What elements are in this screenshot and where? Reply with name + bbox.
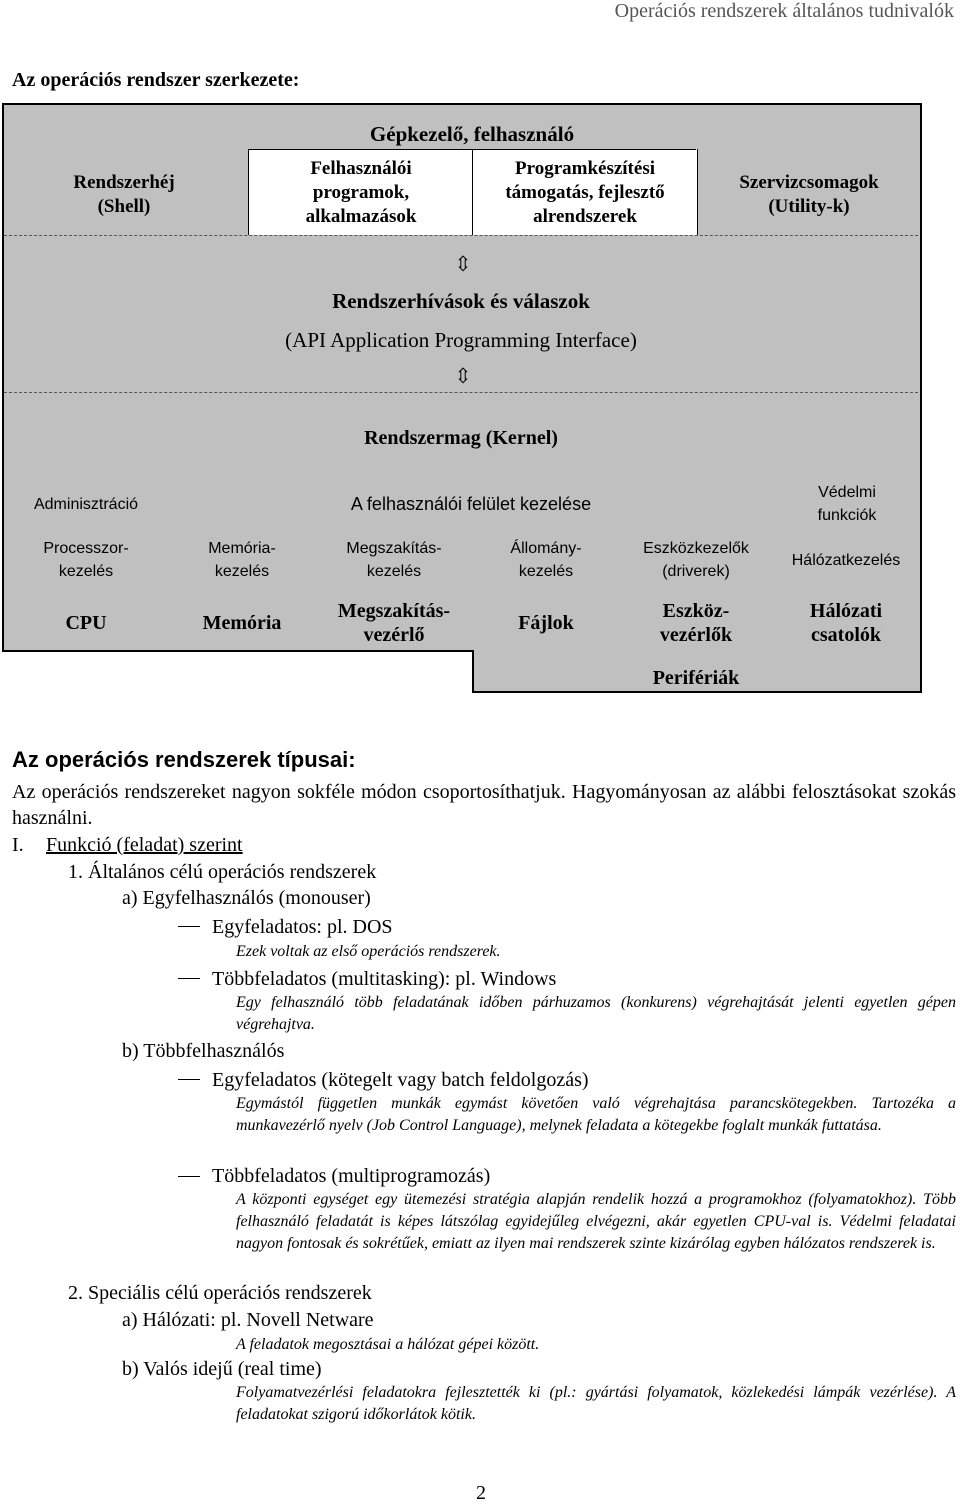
single-task-item: Egyfeladatos: pl. DOS xyxy=(212,916,393,938)
special-purpose-item: 2. Speciális célú operációs rendszerek xyxy=(68,1282,372,1304)
peripherals-label: Perifériák xyxy=(652,667,740,689)
memory-label: Memória xyxy=(202,612,282,634)
section-title-structure: Az operációs rendszer szerkezete: xyxy=(12,69,300,91)
operator-user-label: Gépkezelő, felhasználó xyxy=(369,122,575,146)
general-purpose-item: 1. Általános célú operációs rendszerek xyxy=(68,861,377,883)
interrupt-mgmt-label: Megszakítás- kezelés xyxy=(346,540,442,580)
multiprogramming-note: A központi egységet egy ütemezési stratégia alapján rendelik hozzá a programokhoz (folyamatokhoz). Több felhasználó feladatát is képes látszólag egyidejűleg elvégezni, akár egyetlen CPU-val is. Védelmi feladatai nagyon fontosak és sokrétűek, emiatt az ilyen mai rendszerek szinte kizárólag egyben hálózatos rendszerek is. xyxy=(236,1191,956,1252)
shell-label: Rendszerhéj (Shell) xyxy=(73,172,175,217)
multiprogramming-item: Többfeladatos (multiprogramozás) xyxy=(212,1165,491,1187)
class-i-heading: Funkció (feladat) szerint xyxy=(46,834,243,856)
processor-mgmt-label: Processzor- kezelés xyxy=(43,540,129,580)
driver-mgmt-label: Eszközkezelők (driverek) xyxy=(643,540,749,580)
files-label: Fájlok xyxy=(518,612,574,634)
single-task-note: Ezek voltak az első operációs rendszerek. xyxy=(236,943,501,960)
network-adapters-label: Hálózati csatolók xyxy=(809,600,883,646)
network-mgmt-label: Hálózatkezelés xyxy=(791,551,901,569)
cpu-label: CPU xyxy=(65,612,107,634)
up-down-arrow-icon: ⇳ xyxy=(454,364,472,388)
api-label: (API Application Programming Interface) xyxy=(285,328,637,352)
class-i-number: I. xyxy=(12,834,24,856)
multitask-item: Többfeladatos (multitasking): pl. Windows xyxy=(212,968,557,990)
dash-icon xyxy=(178,1176,200,1177)
dev-support-label: Programkészítési támogatás, fejlesztő alrendszerek xyxy=(505,158,665,227)
page-number: 2 xyxy=(476,1482,486,1504)
up-down-arrow-icon: ⇳ xyxy=(454,252,472,276)
realtime-note: Folyamatvezérlési feladatokra fejlesztették ki (pl.: gyártási folyamatok, közlekedési lámpák vezérlése). A feladatokat szigorú időkorlátok kötik. xyxy=(236,1384,956,1423)
network-os-item: a) Hálózati: pl. Novell Netware xyxy=(122,1309,374,1331)
multi-user-item: b) Többfelhasználós xyxy=(122,1040,285,1062)
user-programs-label: Felhasználói programok, alkalmazások xyxy=(305,158,417,227)
page-header: Operációs rendszerek általános tudnivalók xyxy=(614,0,954,22)
device-controllers-label: Eszköz- vezérlők xyxy=(659,600,733,646)
memory-mgmt-label: Memória- kezelés xyxy=(208,540,276,580)
syscalls-label: Rendszerhívások és válaszok xyxy=(332,289,590,313)
batch-item: Egyfeladatos (kötegelt vagy batch feldolgozás) xyxy=(212,1069,589,1091)
single-user-item: a) Egyfelhasználós (monouser) xyxy=(122,887,371,909)
file-mgmt-label: Állomány- kezelés xyxy=(510,540,582,580)
realtime-item: b) Valós idejű (real time) xyxy=(122,1358,322,1380)
protection-label: Védelmi funkciók xyxy=(817,484,877,524)
dash-icon xyxy=(178,1079,200,1080)
ui-handling-label: A felhasználói felület kezelése xyxy=(350,493,592,514)
admin-label: Adminisztráció xyxy=(33,495,139,513)
dash-icon xyxy=(178,978,200,979)
section-title-types: Az operációs rendszerek típusai: xyxy=(12,747,356,772)
interrupt-controller-label: Megszakítás- vezérlő xyxy=(337,600,451,646)
multitask-note: Egy felhasználó több feladatának időben párhuzamos (konkurens) végrehajtását jelenti egyetlen gépen végrehajtva. xyxy=(236,994,956,1033)
kernel-label: Rendszermag (Kernel) xyxy=(364,427,558,449)
dash-icon xyxy=(178,926,200,927)
network-os-note: A feladatok megosztásai a hálózat gépei között. xyxy=(236,1336,540,1353)
intro-paragraph: Az operációs rendszereket nagyon sokféle módon csoportosíthatjuk. Hagyományosan az alábbi felosztásokat szokás használni. xyxy=(12,781,956,829)
utilities-label: Szervizcsomagok (Utility-k) xyxy=(739,172,879,217)
batch-note: Egymástól független munkák egymást követően való végrehajtása parancskötegekben. Tartozéka a munkavezérlő nyelv (Job Control Language), melynek feladata a kötegekbe foglalt munkák futtatása. xyxy=(236,1095,956,1134)
